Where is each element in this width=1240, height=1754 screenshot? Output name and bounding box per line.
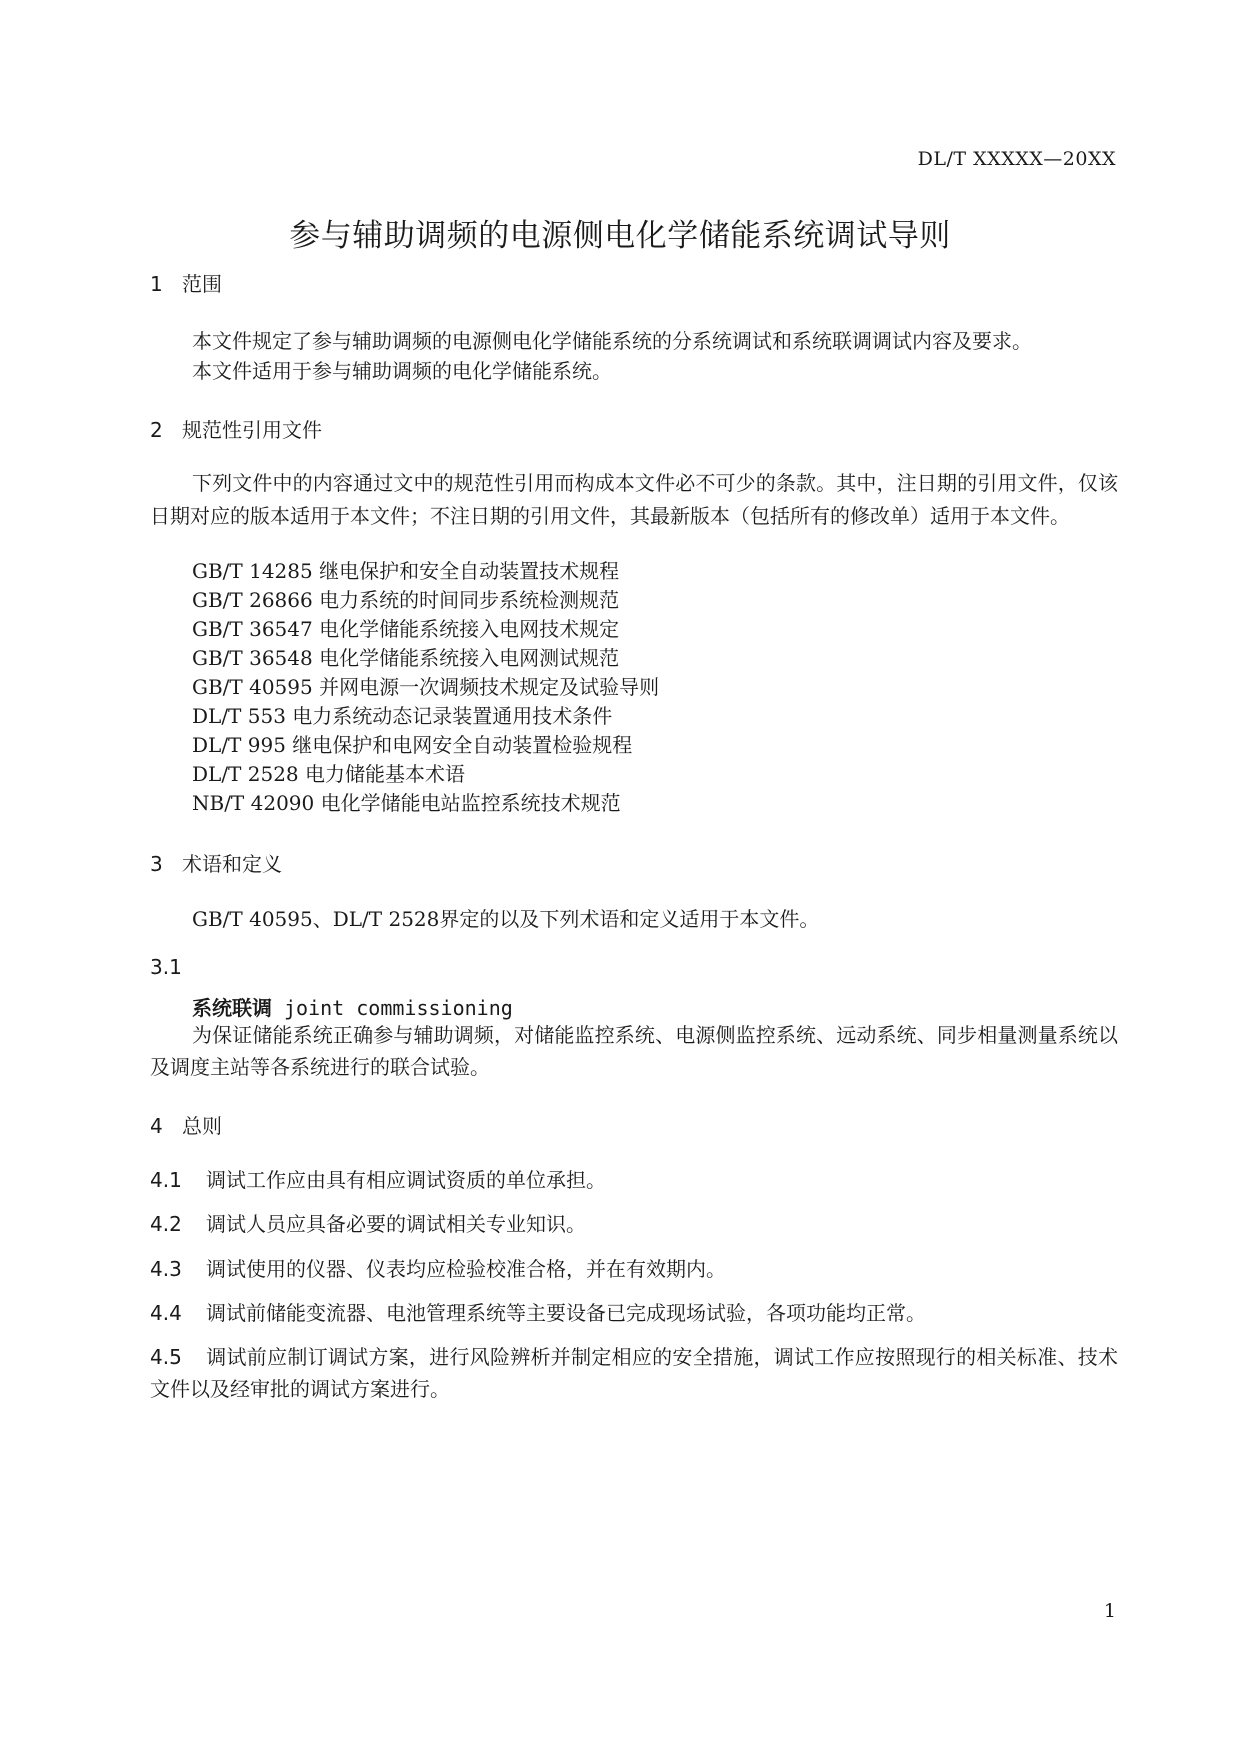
clause-number: 4.3 — [150, 1257, 182, 1281]
section-title: 总则 — [182, 1114, 222, 1138]
clause-text: 调试人员应具备必要的调试相关专业知识。 — [206, 1212, 586, 1236]
term-entry — [192, 992, 513, 1021]
reference-code: DL/T 2528 — [192, 762, 299, 786]
reference-name: 继电保护和安全自动装置技术规程 — [319, 559, 620, 583]
scope-paragraph-1: 本文件规定了参与辅助调频的电源侧电化学储能系统的分系统调试和系统联调调试内容及要求。 — [192, 329, 1032, 353]
reference-name: 继电保护和电网安全自动装置检验规程 — [292, 733, 633, 757]
terms-intro-paragraph: GB/T 40595、DL/T 2528界定的以及下列术语和定义适用于本文件。 — [192, 907, 820, 931]
reference-code: GB/T 36548 — [192, 646, 313, 670]
page-number: 1 — [1103, 1600, 1116, 1622]
section-title: 术语和定义 — [182, 852, 282, 876]
term-definition: 为保证储能系统正确参与辅助调频，对储能监控系统、电源侧监控系统、远动系统、同步相量测量系统以及调度主站等各系统进行的联合试验。 — [150, 1023, 1118, 1079]
clause-item — [150, 1297, 1118, 1329]
section-heading-normative-references — [150, 414, 322, 443]
reference-name: 电力储能基本术语 — [305, 762, 466, 786]
section-number: 3 — [150, 852, 163, 876]
term-name-english: joint commissioning — [284, 996, 513, 1020]
section-number: 2 — [150, 418, 163, 442]
section-heading-general — [150, 1110, 222, 1139]
reference-item — [192, 787, 621, 819]
reference-name: 电化学储能系统接入电网技术规定 — [319, 617, 620, 641]
reference-code: GB/T 26866 — [192, 588, 313, 612]
section-number: 1 — [150, 272, 163, 296]
section-heading-terms-definitions — [150, 848, 282, 877]
references-intro-paragraph: 下列文件中的内容通过文中的规范性引用而构成本文件必不可少的条款。其中，注日期的引用文件，仅该日期对应的版本适用于本文件；不注日期的引用文件，其最新版本（包括所有的修改单）适用于本文件。 — [150, 471, 1118, 528]
clause-text: 调试工作应由具有相应调试资质的单位承担。 — [206, 1168, 606, 1192]
reference-name: 电化学储能系统接入电网测试规范 — [319, 646, 620, 670]
reference-item — [192, 613, 619, 645]
reference-item — [192, 584, 619, 616]
reference-code: NB/T 42090 — [192, 791, 315, 815]
scope-paragraph-2: 本文件适用于参与辅助调频的电化学储能系统。 — [192, 359, 612, 383]
reference-item — [192, 642, 619, 674]
clause-item — [150, 1253, 1118, 1285]
clause-number: 4.5 — [150, 1345, 182, 1369]
clause-number: 4.1 — [150, 1168, 182, 1192]
reference-code: GB/T 40595 — [192, 675, 313, 699]
section-title: 范围 — [182, 272, 222, 296]
standard-code: DL/T XXXXX—20XX — [917, 148, 1116, 170]
reference-item — [192, 758, 465, 790]
reference-item — [192, 700, 612, 732]
clause-text: 调试使用的仪器、仪表均应检验校准合格，并在有效期内。 — [206, 1257, 726, 1281]
clause-number: 4.2 — [150, 1212, 182, 1236]
reference-code: DL/T 553 — [192, 704, 286, 728]
reference-code: DL/T 995 — [192, 733, 286, 757]
reference-code: GB/T 36547 — [192, 617, 313, 641]
reference-item — [192, 555, 619, 587]
clause-item — [150, 1341, 1118, 1405]
reference-name: 电力系统的时间同步系统检测规范 — [319, 588, 620, 612]
reference-name: 电力系统动态记录装置通用技术条件 — [292, 704, 613, 728]
clause-item — [150, 1208, 1118, 1240]
section-number: 4 — [150, 1114, 163, 1138]
section-title: 规范性引用文件 — [182, 418, 322, 442]
clause-text: 调试前储能变流器、电池管理系统等主要设备已完成现场试验，各项功能均正常。 — [206, 1301, 926, 1325]
clause-text: 调试前应制订调试方案，进行风险辨析并制定相应的安全措施，调试工作应按照现行的相关标准、技术文件以及经审批的调试方案进行。 — [150, 1345, 1118, 1401]
clause-item — [150, 1164, 1118, 1196]
section-heading-scope — [150, 268, 222, 297]
reference-item — [192, 671, 659, 703]
reference-name: 电化学储能电站监控系统技术规范 — [320, 791, 621, 815]
document-title: 参与辅助调频的电源侧电化学储能系统调试导则 — [289, 218, 951, 254]
reference-code: GB/T 14285 — [192, 559, 313, 583]
reference-name: 并网电源一次调频技术规定及试验导则 — [319, 675, 660, 699]
reference-item — [192, 729, 632, 761]
term-name-chinese: 系统联调 — [192, 996, 272, 1020]
clause-number: 4.4 — [150, 1301, 182, 1325]
term-number: 3.1 — [150, 955, 182, 979]
